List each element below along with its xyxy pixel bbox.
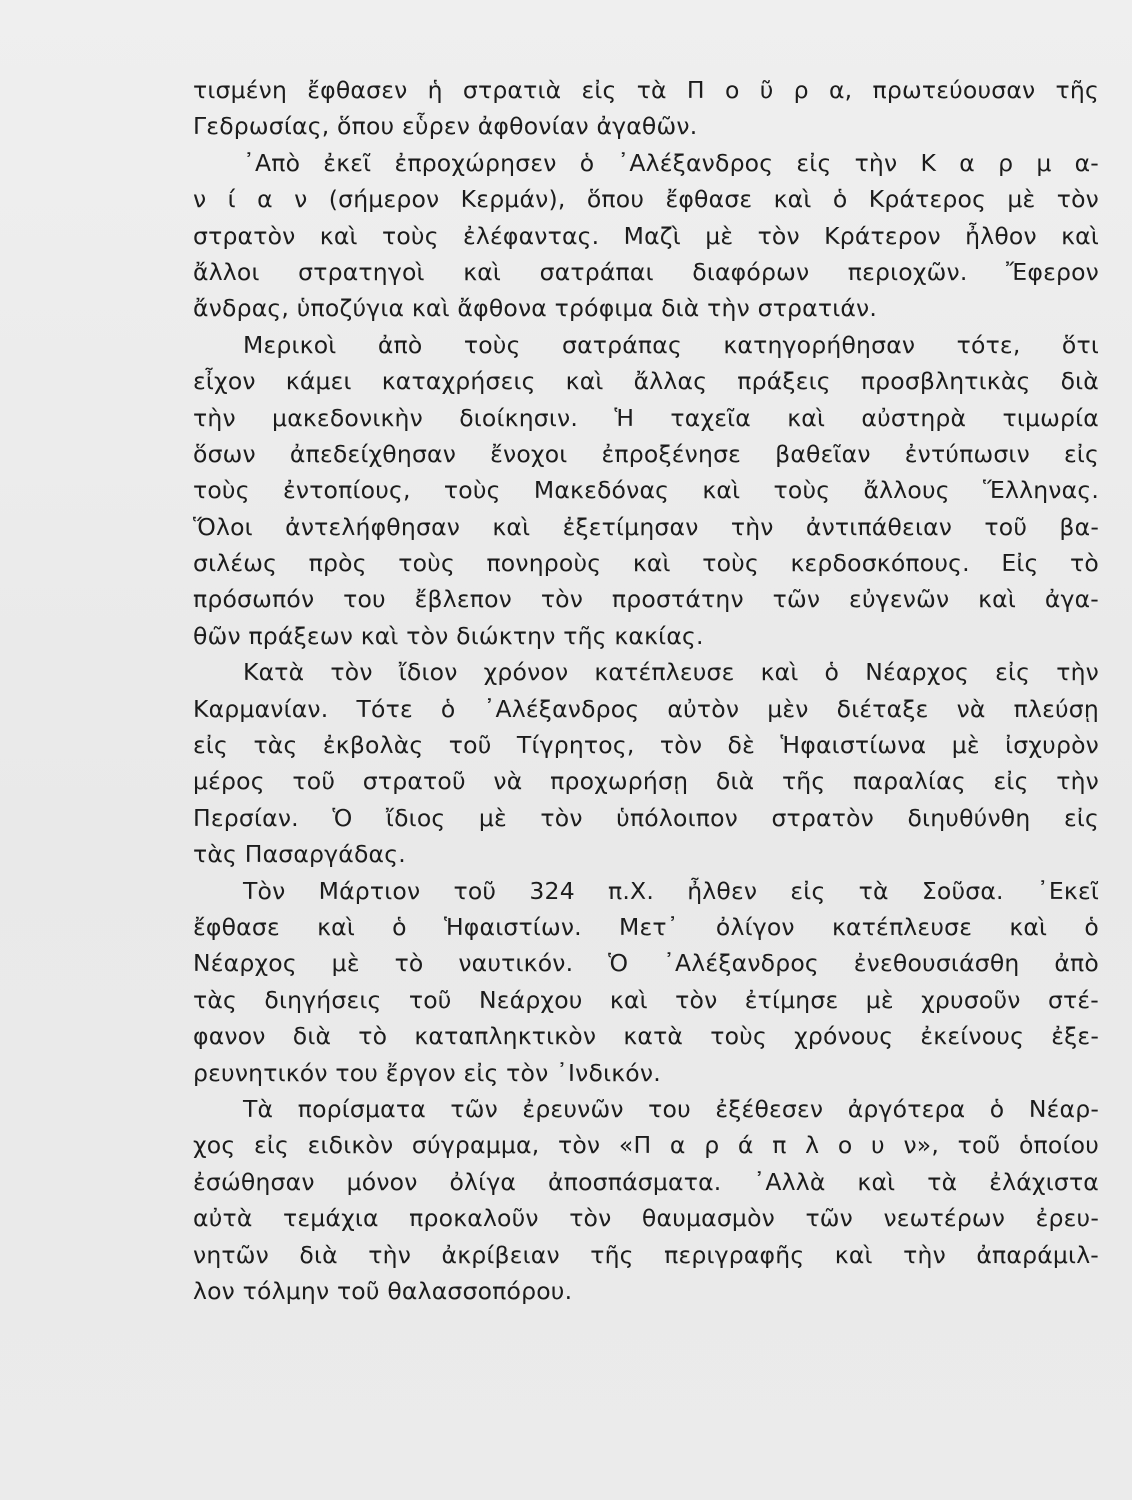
text-line: τισμένη ἔφθασεν ἡ στρατιὰ εἰς τὰ Π ο ῦ ρ α, πρωτεύουσαν τῆς <box>193 76 1099 104</box>
text-line: εἶχον κάμει καταχρήσεις καὶ ἄλλας πράξεις προσβλητικὰς διὰ <box>193 367 1099 396</box>
text-line: Γεδρωσίας, ὅπου εὗρεν ἀφθονίαν ἀγαθῶν. <box>193 112 698 141</box>
text-line: Καρμανίαν. Τότε ὁ ᾿Αλέξανδρος αὐτὸν μὲν διέταξε νὰ πλεύσῃ <box>193 694 1099 723</box>
text-line: τὰς Πασαργάδας. <box>193 840 406 869</box>
text-line: πρόσωπόν του ἔβλεπον τὸν προστάτην τῶν εὐγενῶν καὶ ἀγα- <box>193 585 1099 614</box>
text-line: Ὅλοι ἀντελήφθησαν καὶ ἐξετίμησαν τὴν ἀντιπάθειαν τοῦ βα- <box>193 512 1099 541</box>
text-line: τὰς διηγήσεις τοῦ Νεάρχου καὶ τὸν ἐτίμησε μὲ χρυσοῦν στέ- <box>193 985 1099 1014</box>
text-line: Κατὰ τὸν ἴδιον χρόνον κατέπλευσε καὶ ὁ Νέαρχος εἰς τὴν <box>243 658 1099 687</box>
text-line: τοὺς ἐντοπίους, τοὺς Μακεδόνας καὶ τοὺς ἄλλους Ἕλληνας. <box>193 476 1099 505</box>
text-line: ἄλλοι στρατηγοὶ καὶ σατράπαι διαφόρων περιοχῶν. Ἔφερον <box>193 257 1099 286</box>
text-line: ρευνητικόν του ἔργον εἰς τὸν ᾿Ινδικόν. <box>193 1058 661 1087</box>
text-line: στρατὸν καὶ τοὺς ἐλέφαντας. Μαζὶ μὲ τὸν Κράτερον ἦλθον καὶ <box>193 221 1099 250</box>
text-line: αὐτὰ τεμάχια προκαλοῦν τὸν θαυμασμὸν τῶν νεωτέρων ἐρευ- <box>193 1204 1099 1233</box>
text-line: τὴν μακεδονικὴν διοίκησιν. Ἡ ταχεῖα καὶ αὐστηρὰ τιμωρία <box>193 403 1099 432</box>
text-line: Τὸν Μάρτιον τοῦ 324 π.Χ. ἦλθεν εἰς τὰ Σοῦσα. ᾿Εκεῖ <box>243 876 1099 905</box>
text-line: χος εἰς ειδικὸν σύγραμμα, τὸν «Π α ρ ά π λ ο υ ν», τοῦ ὁποίου <box>193 1131 1099 1160</box>
text-line: σιλέως πρὸς τοὺς πονηροὺς καὶ τοὺς κερδοσκόπους. Εἰς τὸ <box>193 549 1099 578</box>
text-line: Περσίαν. Ὁ ἴδιος μὲ τὸν ὑπόλοιπον στρατὸν διηυθύνθη εἰς <box>193 803 1099 832</box>
text-line: ἐσώθησαν μόνον ὀλίγα ἀποσπάσματα. ᾿Αλλὰ καὶ τὰ ἐλάχιστα <box>193 1167 1099 1196</box>
text-line: θῶν πράξεων καὶ τὸν διώκτην τῆς κακίας. <box>193 621 704 650</box>
paragraph-2 <box>193 145 1099 327</box>
text-line: Μερικοὶ ἀπὸ τοὺς σατράπας κατηγορήθησαν τότε, ὅτι <box>243 330 1099 359</box>
text-line: μέρος τοῦ στρατοῦ νὰ προχωρήσῃ διὰ τῆς παραλίας εἰς τὴν <box>193 767 1099 796</box>
paragraph-6 <box>193 1091 1099 1309</box>
paragraph-1 <box>193 72 1099 145</box>
text-line: ὅσων ἀπεδείχθησαν ἔνοχοι ἐπροξένησε βαθεῖαν ἐντύπωσιν εἰς <box>193 439 1099 468</box>
paragraph-3 <box>193 327 1099 655</box>
body-text <box>193 72 1099 1309</box>
text-line: ἔφθασε καὶ ὁ Ἡφαιστίων. Μετ᾿ ὀλίγον κατέπλευσε καὶ ὁ <box>193 912 1099 941</box>
paragraph-5 <box>193 873 1099 1091</box>
text-line: ᾿Απὸ ἐκεῖ ἐπροχώρησεν ὁ ᾿Αλέξανδρος εἰς τὴν Κ α ρ μ α- <box>243 148 1099 177</box>
text-line: λον τόλμην τοῦ θαλασσοπόρου. <box>193 1276 573 1305</box>
text-line: ἄνδρας, ὑποζύγια καὶ ἄφθονα τρόφιμα διὰ τὴν στρατιάν. <box>193 294 878 323</box>
text-line: φανον διὰ τὸ καταπληκτικὸν κατὰ τοὺς χρόνους ἐκείνους ἐξε- <box>193 1022 1099 1051</box>
text-line: Νέαρχος μὲ τὸ ναυτικόν. Ὁ ᾿Αλέξανδρος ἐνεθουσιάσθη ἀπὸ <box>193 949 1099 978</box>
text-line: ν ί α ν (σήμερον Κερμάν), ὅπου ἔφθασε καὶ ὁ Κράτερος μὲ τὸν <box>193 185 1099 214</box>
text-line: νητῶν διὰ τὴν ἀκρίβειαν τῆς περιγραφῆς καὶ τὴν ἀπαράμιλ- <box>193 1240 1099 1269</box>
text-line: εἰς τὰς ἐκβολὰς τοῦ Τίγρητος, τὸν δὲ Ἡφαιστίωνα μὲ ἰσχυρὸν <box>193 731 1099 760</box>
paragraph-4 <box>193 654 1099 872</box>
text-line: Τὰ πορίσματα τῶν ἐρευνῶν του ἐξέθεσεν ἀργότερα ὁ Νέαρ- <box>243 1094 1099 1123</box>
